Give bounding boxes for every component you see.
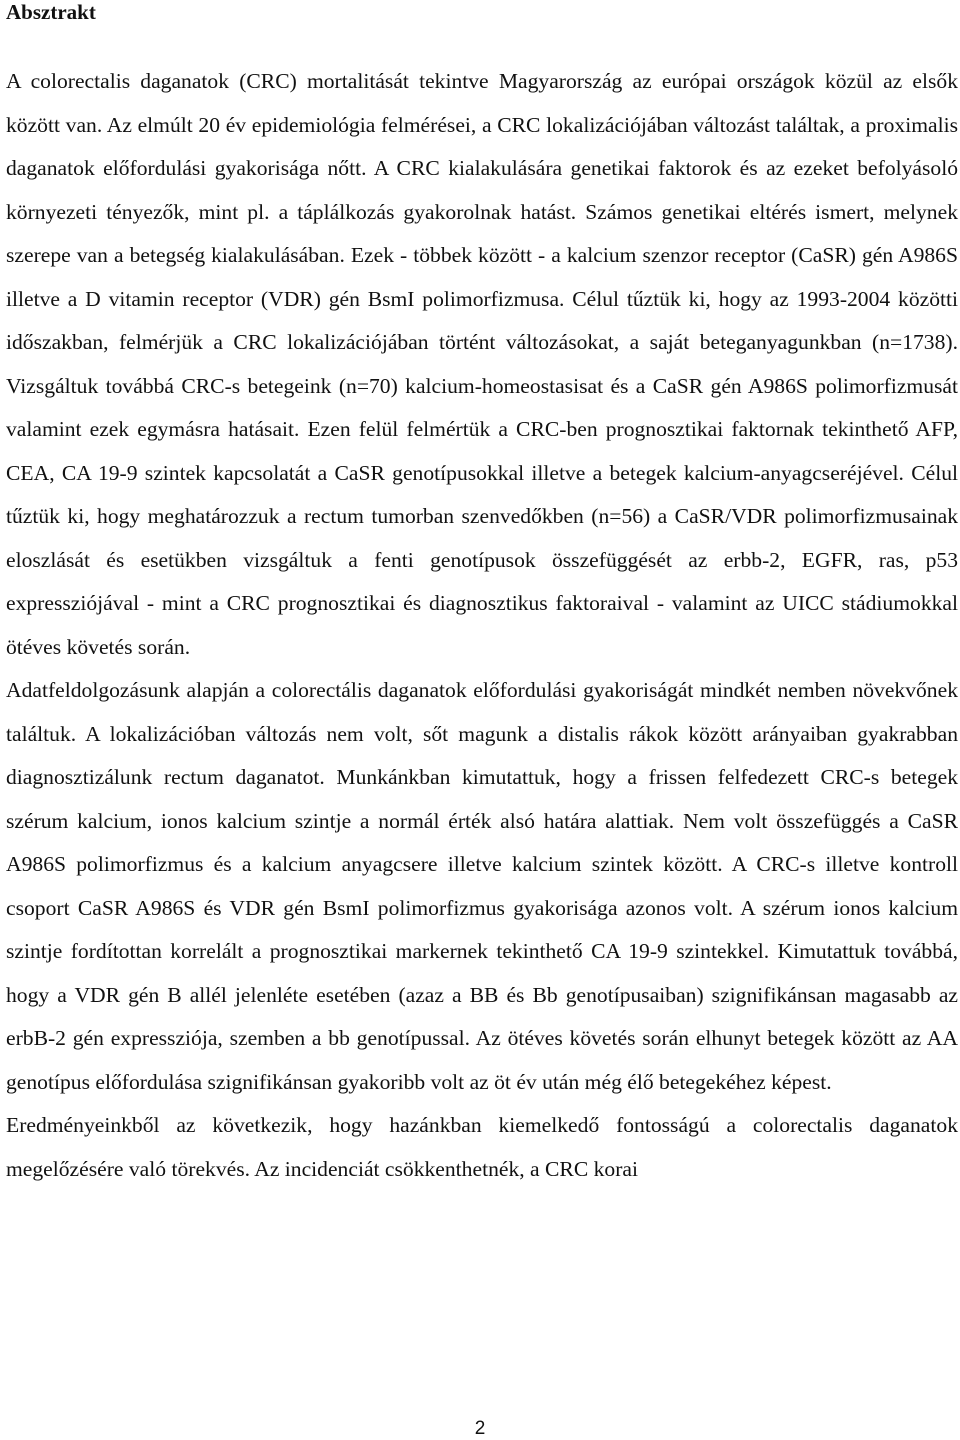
- paragraph-conclusion: Eredményeinkből az következik, hogy hazánkban kiemelkedő fontosságú a colorectalis daganatok megelőzésére való törekvés. Az incidenciát csökkenthetnék, a CRC korai: [6, 1113, 958, 1181]
- page-number: 2: [474, 1418, 486, 1439]
- section-heading: Absztrakt: [6, 0, 96, 24]
- paragraph-results: Adatfeldolgozásunk alapján a colorectális daganatok előfordulási gyakoriságát mindkét nemben növekvőnek találtuk. A lokalizációban változás nem volt, sőt magunk a distalis rákok között arányaiban gyakrabban diagnosztizálunk rectum daganatot. Munkánkban kimutattuk, hogy a frissen felfedezett CRC-s betegek szérum kalcium, ionos kalcium szintje a normál érték alsó határa alattiak. Nem volt összefüggés a CaSR A986S polimorfizmus és a kalcium anyagcsere illetve kalcium szintek között. A CRC-s illetve kontroll csoport CaSR A986S és VDR gén BsmI polimorfizmus gyakorisága azonos volt. A szérum ionos kalcium szintje fordítottan korrelált a prognosztikai markernek tekinthető CA 19-9 szintekkel. Kimutattuk továbbá, hogy a VDR gén B allél jelenléte esetében (azaz a BB és Bb genotípusaiban) szignifikánsan magasabb az erbB-2 gén expressziója, szemben a bb genotípussal. Az ötéves követés során elhunyt betegek között az AA genotípus előfordulása szignifikánsan gyakoribb volt az öt év után még élő betegekéhez képest.: [6, 678, 958, 1094]
- document-page: [6, 0, 958, 1191]
- paragraph-intro: A colorectalis daganatok (CRC) mortalitását tekintve Magyarország az európai országok közül az elsők között van. Az elmúlt 20 év epidemiológia felmérései, a CRC lokalizációjában változást találtak, a proximalis daganatok előfordulási gyakorisága nőtt. A CRC kialakulására genetikai faktorok és az ezeket befolyásoló környezeti tényezők, mint pl. a táplálkozás gyakorolnak hatást. Számos genetikai eltérés ismert, melynek szerepe van a betegség kialakulásában. Ezek - többek között - a kalcium szenzor receptor (CaSR) gén A986S illetve a D vitamin receptor (VDR) gén BsmI polimorfizmusa. Célul tűztük ki, hogy az 1993-2004 közötti időszakban, felmérjük a CRC lokalizációjában történt változásokat, a saját beteganyagunkban (n=1738). Vizsgáltuk továbbá CRC-s betegeink (n=70) kalcium-homeostasisat és a CaSR gén A986S polimorfizmusát valamint ezek egymásra hatásait. Ezen felül felmértük a CRC-ben prognosztikai faktornak tekinthető AFP, CEA, CA 19-9 szintek kapcsolatát a CaSR genotípusokkal illetve a betegek kalcium-anyagcseréjével. Célul tűztük ki, hogy meghatározzuk a rectum tumorban szenvedőkben (n=56) a CaSR/VDR polimorfizmusainak eloszlását és esetükben vizsgáltuk a fenti genotípusok összefüggését az erbb-2, EGFR, ras, p53 expressziójával - mint a CRC prognosztikai és diagnosztikus faktoraival - valamint az UICC stádiumokkal ötéves követés során.: [6, 69, 958, 659]
